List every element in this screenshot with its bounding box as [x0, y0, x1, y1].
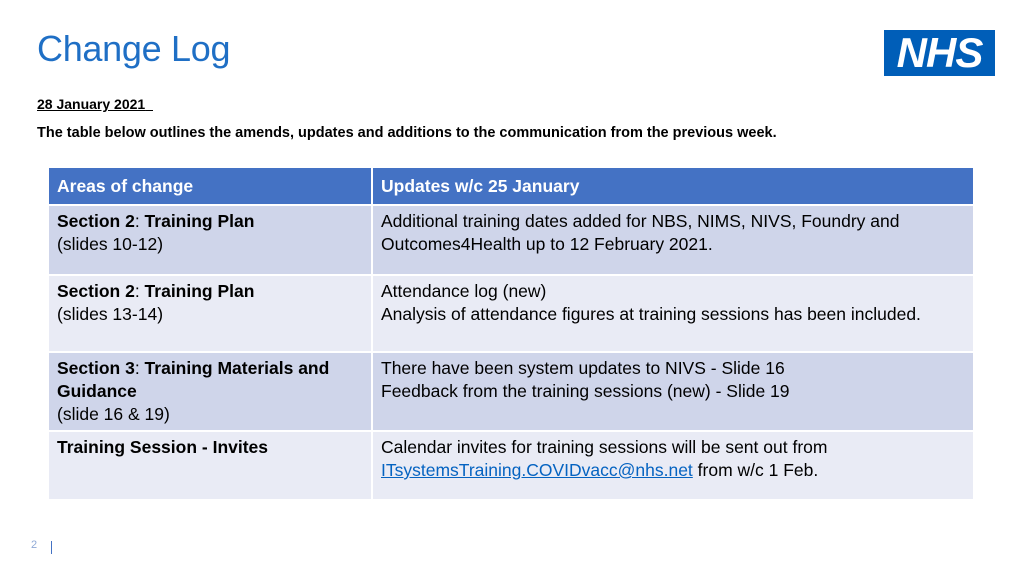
table-row — [49, 275, 974, 352]
update-cell — [372, 205, 974, 275]
section-separator: : — [134, 211, 145, 231]
section-label: Section 3 — [57, 358, 135, 378]
topic-label: Training Plan — [144, 281, 255, 301]
email-link[interactable]: ITsystemsTraining.COVIDvacc@nhs.net — [381, 460, 693, 480]
page-title: Change Log — [37, 28, 231, 69]
table-row — [49, 431, 974, 499]
change-log-table — [49, 168, 975, 499]
section-label: Section 2 — [57, 211, 135, 231]
update-cell — [372, 431, 974, 499]
slides-label: (slides 10-12) — [57, 234, 164, 254]
table-row — [49, 352, 974, 431]
section-separator: : — [134, 358, 145, 378]
update-line: Additional training dates added for NBS, NIMS, NIVS, Foundry and Outcomes4Health up to 12 February 2021. — [381, 211, 900, 254]
column-header-updates: Updates w/c 25 January — [372, 168, 974, 205]
update-line: Attendance log (new) — [381, 281, 547, 301]
area-cell — [49, 205, 372, 275]
intro-text: The table below outlines the amends, updates and additions to the communication from the previous week. — [37, 125, 777, 141]
slides-label: (slide 16 & 19) — [57, 404, 170, 424]
footer-divider — [51, 541, 52, 554]
topic-label: Training Materials and Guidance — [57, 358, 330, 401]
column-header-areas: Areas of change — [49, 168, 372, 205]
nhs-logo: NHS — [884, 30, 995, 76]
slides-label: (slides 13-14) — [57, 304, 164, 324]
page-number: 2 — [31, 539, 38, 551]
area-cell — [49, 352, 372, 431]
date-label: 28 January 2021 — [37, 96, 146, 112]
update-text: Calendar invites for training sessions will be sent out from — [381, 437, 828, 457]
section-label: Section 2 — [57, 281, 135, 301]
table-row — [49, 205, 974, 275]
area-cell — [49, 275, 372, 352]
section-label: Training Session - Invites — [57, 437, 269, 457]
update-text-suffix: from w/c 1 Feb. — [692, 460, 819, 480]
topic-label: Training Plan — [144, 211, 255, 231]
update-line: There have been system updates to NIVS - Slide 16 — [381, 358, 785, 378]
update-cell — [372, 275, 974, 352]
area-cell — [49, 431, 372, 499]
update-line: Analysis of attendance figures at training sessions has been included. — [381, 304, 921, 324]
update-cell — [372, 352, 974, 431]
table-header-row — [49, 168, 974, 205]
update-line: Feedback from the training sessions (new) - Slide 19 — [381, 381, 790, 401]
section-separator: : — [134, 281, 145, 301]
